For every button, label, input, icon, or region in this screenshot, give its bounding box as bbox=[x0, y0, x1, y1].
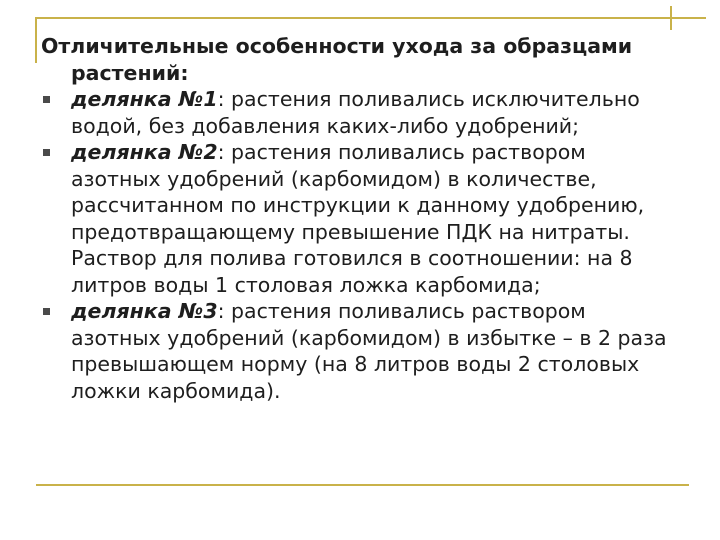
plot-name: делянка №3 bbox=[71, 299, 218, 323]
square-bullet-icon bbox=[43, 96, 50, 103]
plot-name: делянка №1 bbox=[71, 87, 218, 111]
plot-description: : растения поливались раствором азотных удобрений (карбомидом) в количестве, рассчитанном по инструкции к данному удобрению, предотвращающему превышение ПДК на нитраты. Раствор для полива готовился в соотношении: на 8 литров воды 1 столовая ложка карбомида; bbox=[71, 140, 645, 297]
plot-description: : растения поливались раствором азотных удобрений (карбомидом) в избытке – в 2 раза превышающем норму (на 8 литров воды 2 столовых ложки карбомида). bbox=[71, 299, 667, 403]
square-bullet-icon bbox=[43, 149, 50, 156]
list-item bbox=[41, 298, 681, 404]
decorative-bottom-line bbox=[36, 484, 689, 486]
bullet-list bbox=[41, 86, 681, 404]
slide-heading bbox=[41, 33, 681, 86]
square-bullet-icon bbox=[43, 308, 50, 315]
list-item bbox=[41, 86, 681, 139]
decorative-right-line bbox=[670, 6, 672, 30]
plot-description: : растения поливались исключительно водой, без добавления каких-либо удобрений; bbox=[71, 87, 640, 138]
slide-heading-text: Отличительные особенности ухода за образцами растений: bbox=[41, 34, 633, 85]
decorative-left-line bbox=[35, 17, 37, 63]
plot-name: делянка №2 bbox=[71, 140, 218, 164]
decorative-top-line bbox=[36, 17, 706, 19]
list-item bbox=[41, 139, 681, 298]
slide-content bbox=[41, 33, 681, 404]
